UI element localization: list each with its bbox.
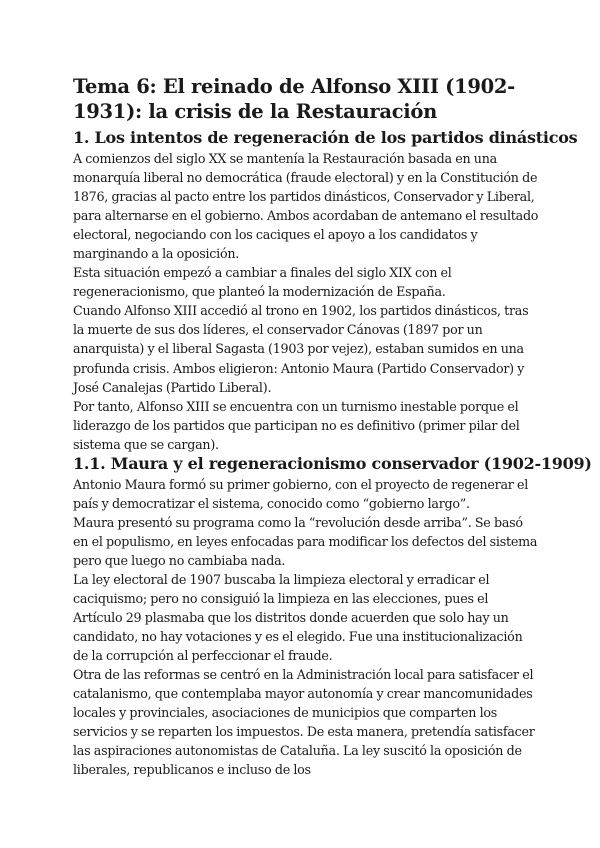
section-heading: 1. Los intentos de regeneración de los partidos dinásticos: [73, 128, 578, 147]
paragraph: La ley electoral de 1907 buscaba la limpieza electoral y erradicar el caciquismo; pero no consiguió la limpieza en las elecciones, pues el Artículo 29 plasmaba que los distritos donde acuerden que solo hay un candidato, no hay votaciones y es el elegido. Fue una institucionalización de la corrupción al perfeccionar el fraude.: [73, 571, 523, 664]
document-title: Tema 6: El reinado de Alfonso XIII (1902-1931): la crisis de la Restauración: [73, 75, 515, 123]
paragraph: Esta situación empezó a cambiar a finales del siglo XIX con el regeneracionismo, que planteó la modernización de España.: [73, 265, 452, 300]
paragraph: Otra de las reformas se centró en la Administración local para satisfacer el catalanismo, que contemplaba mayor autonomía y crear mancomunidades locales y provinciales, asociaciones de municipios que comparten los servicios y se reparten los impuestos. De esta manera, pretendía satisfacer las aspiraciones autonomistas de Cataluña. La ley suscitó la oposición de liberales, republicanos e incluso de los: [73, 667, 535, 778]
section-regeneration: [73, 128, 578, 454]
paragraph: Por tanto, Alfonso XIII se encuentra con un turnismo inestable porque el liderazgo de los partidos que participan no es definitivo (primer pilar del sistema que se cargan).: [73, 398, 520, 452]
paragraph: Maura presentó su programa como la “revolución desde arriba”. Se basó en el populismo, en leyes enfocadas para modificar los defectos del sistema pero que luego no cambiaba nada.: [73, 514, 538, 568]
section-maura: [73, 453, 592, 780]
paragraph: A comienzos del siglo XX se mantenía la Restauración basada en una monarquía liberal no democrática (fraude electoral) y en la Constitución de 1876, gracias al pacto entre los partidos dinásticos, Conservador y Liberal, para alternarse en el gobierno. Ambos acordaban de antemano el resultado electoral, negociando con los caciques el apoyo a los candidatos y marginando a la oposición.: [73, 151, 539, 262]
paragraph: Cuando Alfonso XIII accedió al trono en 1902, los partidos dinásticos, tras la muerte de sus dos líderes, el conservador Cánovas (1897 por un anarquista) y el liberal Sagasta (1903 por vejez), estaban sumidos en una profunda crisis. Ambos eligieron: Antonio Maura (Partido Conservador) y José Canalejas (Partido Liberal).: [73, 303, 529, 395]
paragraph: Antonio Maura formó su primer gobierno, con el proyecto de regenerar el país y democratizar el sistema, conocido como “gobierno largo”.: [73, 476, 529, 511]
subsection-heading: 1.1. Maura y el regeneracionismo conservador (1902-1909): [73, 453, 592, 473]
